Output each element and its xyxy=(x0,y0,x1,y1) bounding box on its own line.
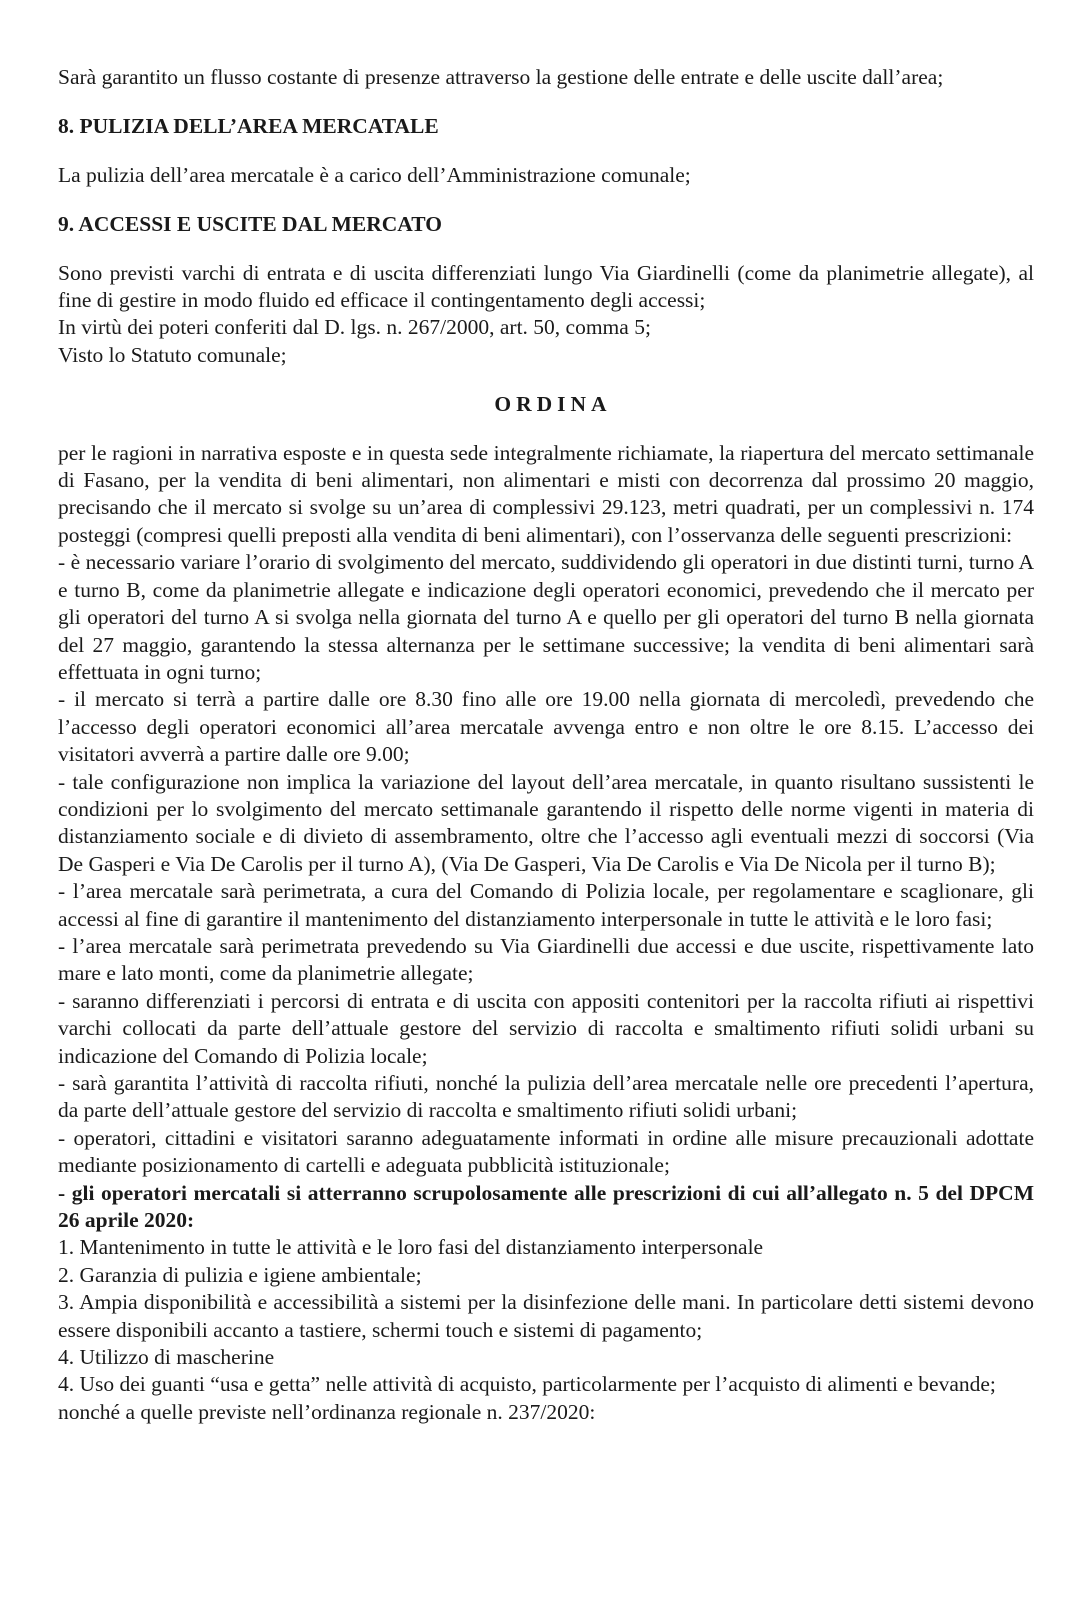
paragraph-raccolta: - sarà garantita l’attività di raccolta rifiuti, nonché la pulizia dell’area mercatale nelle ore precedenti l’apertura, da parte dell’attuale gestore del servizio di raccolta e smaltimento rifiuti solidi urbani; xyxy=(58,1071,1034,1123)
paragraph-prescrizioni: - gli operatori mercatali si atterranno scrupolosamente alle prescrizioni di cui all’allegato n. 5 del DPCM 26 aprile 2020: xyxy=(58,1180,1034,1233)
paragraph-turni: - è necessario variare l’orario di svolgimento del mercato, suddividendo gli operatori in due distinti turni, turno A e turno B, come da planimetrie allegate e indicazione degli operatori economici, prevedendo che il mercato per gli operatori del turno A si svolga nella giornata del turno A e quello per gli operatori del turno B nella giornata del 27 maggio, garantendo la stessa alternanza per le settimane successive; la vendita di beni alimentari sarà effettuata in ogni turno; xyxy=(58,550,1034,684)
paragraph-layout: - tale configurazione non implica la variazione del layout dell’area mercatale, in quanto risultano sussistenti le condizioni per lo svolgimento del mercato settimanale garantendo il rispetto delle norme vigenti in materia di distanziamento sociale e di divieto di assembramento, oltre che l’accesso agli eventuali mezzi di soccorsi (Via De Gasperi e Via De Carolis per il turno A), (Via De Gasperi, Via De Carolis e Via De Nicola per il turno B); xyxy=(58,769,1034,876)
heading-pulizia: 8. PULIZIA DELL’AREA MERCATALE xyxy=(58,113,439,138)
paragraph-percorsi: - saranno differenziati i percorsi di entrata e di uscita con appositi contenitori per la raccolta rifiuti ai rispettivi varchi collocati da parte dell’attuale gestore del servizio di raccolta e smaltimento rifiuti solidi urbani su indicazione del Comando di Polizia locale; xyxy=(58,988,1034,1068)
paragraph-varchi: Sono previsti varchi di entrata e di uscita differenziati lungo Via Giardinelli (come da planimetrie allegate), al fine di gestire in modo fluido ed efficace il contingentamento degli accessi; xyxy=(58,260,1034,313)
paragraph-statuto: Visto lo Statuto comunale; xyxy=(58,342,287,367)
list-item-pulizia: 2. Garanzia di pulizia e igiene ambientale; xyxy=(58,1262,422,1287)
paragraph-poteri: In virtù dei poteri conferiti dal D. lgs. n. 267/2000, art. 50, comma 5; xyxy=(58,315,651,340)
paragraph-informazione: - operatori, cittadini e visitatori saranno adeguatamente informati in ordine alle misure precauzionali adottate mediante posizionamento di cartelli e adeguata pubblicità istituzionale; xyxy=(58,1125,1034,1178)
list-item-mascherine: 4. Utilizzo di mascherine xyxy=(58,1345,275,1370)
paragraph-perimetrazione: - l’area mercatale sarà perimetrata, a cura del Comando di Polizia locale, per regolamentare e scaglionare, gli accessi al fine di garantire il mantenimento del distanziamento interpersonale in tutte le attività e le loro fasi; xyxy=(58,879,1034,931)
list-item-guanti: 4. Uso dei guanti “usa e getta” nelle attività di acquisto, particolarmente per l’acquisto di alimenti e bevande; xyxy=(58,1372,996,1397)
document-page xyxy=(58,64,1034,1426)
heading-accessi: 9. ACCESSI E USCITE DAL MERCATO xyxy=(58,211,442,236)
paragraph-flusso: Sarà garantito un flusso costante di presenze attraverso la gestione delle entrate e delle uscite dall’area; xyxy=(58,65,944,89)
ordina-heading: ORDINA xyxy=(494,391,612,416)
paragraph-ordinanza: nonché a quelle previste nell’ordinanza regionale n. 237/2020: xyxy=(58,1399,596,1424)
paragraph-accessi-uscite: - l’area mercatale sarà perimetrata prevedendo su Via Giardinelli due accessi e due uscite, rispettivamente lato mare e lato monti, come da planimetrie allegate; xyxy=(58,933,1034,986)
list-item-distanziamento: 1. Mantenimento in tutte le attività e le loro fasi del distanziamento interpersonale xyxy=(58,1235,764,1260)
paragraph-riapertura: per le ragioni in narrativa esposte e in questa sede integralmente richiamate, la riapertura del mercato settimanale di Fasano, per la vendita di beni alimentari, non alimentari e misti con decorrenza dal prossimo 20 maggio, precisando che il mercato si svolge su un’area di complessivi 29.123, metri quadrati, per un complessivi n. 174 posteggi (compresi quelli preposti alla vendita di beni alimentari), con l’osservanza delle seguenti prescrizioni: xyxy=(58,440,1034,547)
paragraph-orari: - il mercato si terrà a partire dalle ore 8.30 fino alle ore 19.00 nella giornata di mercoledì, prevedendo che l’accesso degli operatori economici all’area mercatale avvenga entro e non oltre le ore 8.15. L’accesso dei visitatori avverrà a partire dalle ore 9.00; xyxy=(58,687,1034,767)
list-item-disinfezione: 3. Ampia disponibilità e accessibilità a sistemi per la disinfezione delle mani. In particolare detti sistemi devono essere disponibili accanto a tastiere, schermi touch e sistemi di pagamento; xyxy=(58,1290,1034,1342)
paragraph-pulizia: La pulizia dell’area mercatale è a carico dell’Amministrazione comunale; xyxy=(58,162,691,187)
